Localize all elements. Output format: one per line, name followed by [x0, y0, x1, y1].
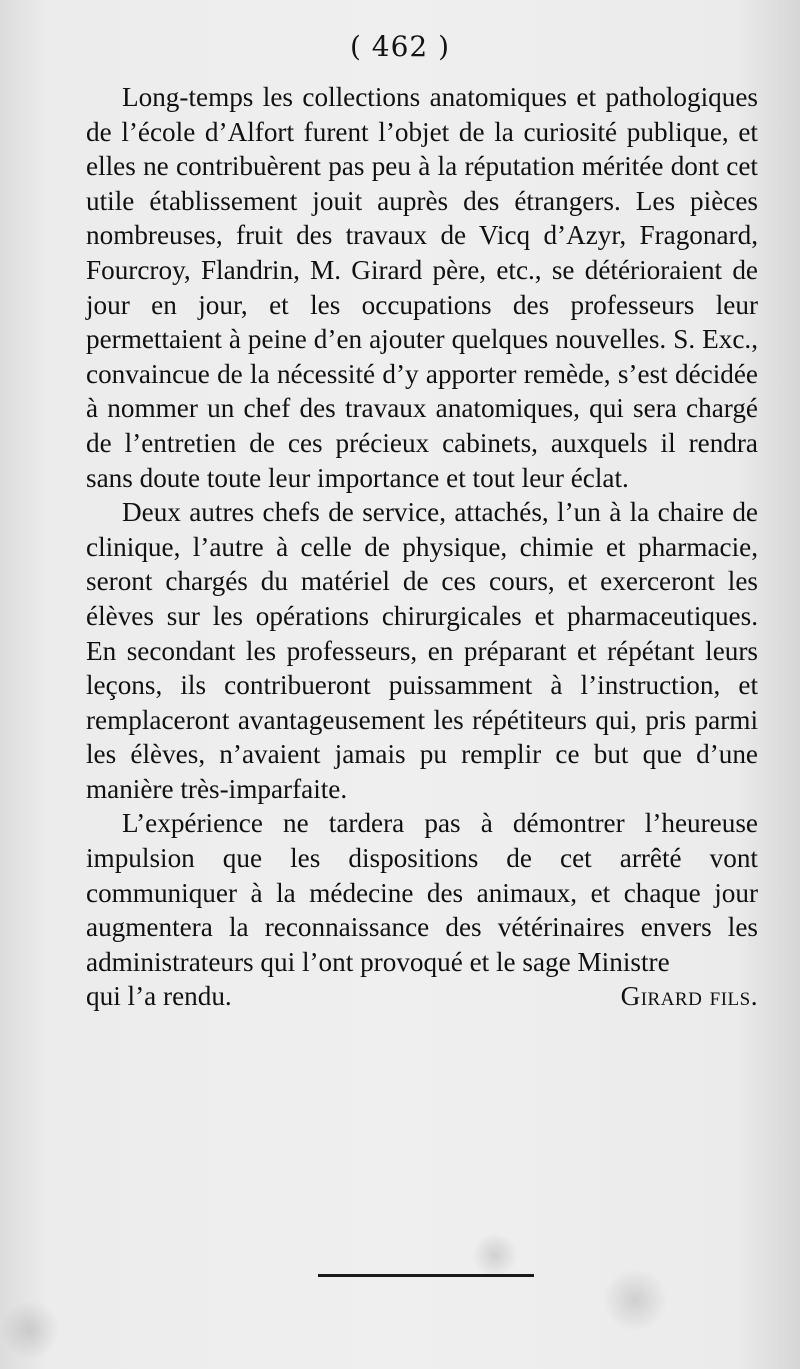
- author-signature: Girard fils.: [620, 981, 758, 1012]
- paragraph-chefs-de-service: Deux autres chefs de service, attachés, l’un à la chaire de clinique, l’autre à celle de physique, chimie et pharmacie, seront chargés du matériel de ces cours, et exerceront les élèves sur les opérations chirurgicales et pharmaceutiques. En secondant les professeurs, en préparant et répétant leurs leçons, ils contribueront puissamment à l’instruction, et remplaceront avantageusement les répétiteurs qui, pris parmi les élèves, n’avaient jamais pu remplir ce but que d’une manière très-imparfaite.: [86, 497, 758, 804]
- page-number: ( 462 ): [349, 30, 451, 63]
- signature-line: [86, 979, 758, 1014]
- paper-smudge: [0, 1300, 60, 1360]
- body-text: [86, 80, 758, 1014]
- paper-smudge: [600, 1270, 670, 1330]
- end-rule: [318, 1274, 534, 1277]
- paper-smudge: [470, 1235, 520, 1275]
- paragraph-experience: L’expérience ne tardera pas à démontrer l’heureuse impulsion que les dispositions de cet arrêté vont communiquer à la médecine des animaux, et chaque jour augmentera la reconnaissance des vétérinaires envers les administrateurs qui l’ont provoqué et le sage Ministre: [86, 808, 758, 977]
- closing-words: qui l’a rendu.: [86, 981, 232, 1012]
- paragraph-collections: Long-temps les collections anatomiques et pathologiques de l’école d’Alfort furent l’objet de la curiosité publique, et elles ne contribuèrent pas peu à la réputation méritée dont cet utile établissement jouit auprès des étrangers. Les pièces nombreuses, fruit des travaux de Vicq d’Azyr, Fragonard, Fourcroy, Flandrin, M. Girard père, etc., se détérioraient de jour en jour, et les occupations des professeurs leur permettaient à peine d’en ajouter quelques nouvelles. S. Exc., convaincue de la nécessité d’y apporter remède, s’est décidée à nommer un chef des travaux anatomiques, qui sera chargé de l’entretien de ces précieux cabinets, auxquels il rendra sans doute toute leur importance et tout leur éclat.: [86, 82, 758, 493]
